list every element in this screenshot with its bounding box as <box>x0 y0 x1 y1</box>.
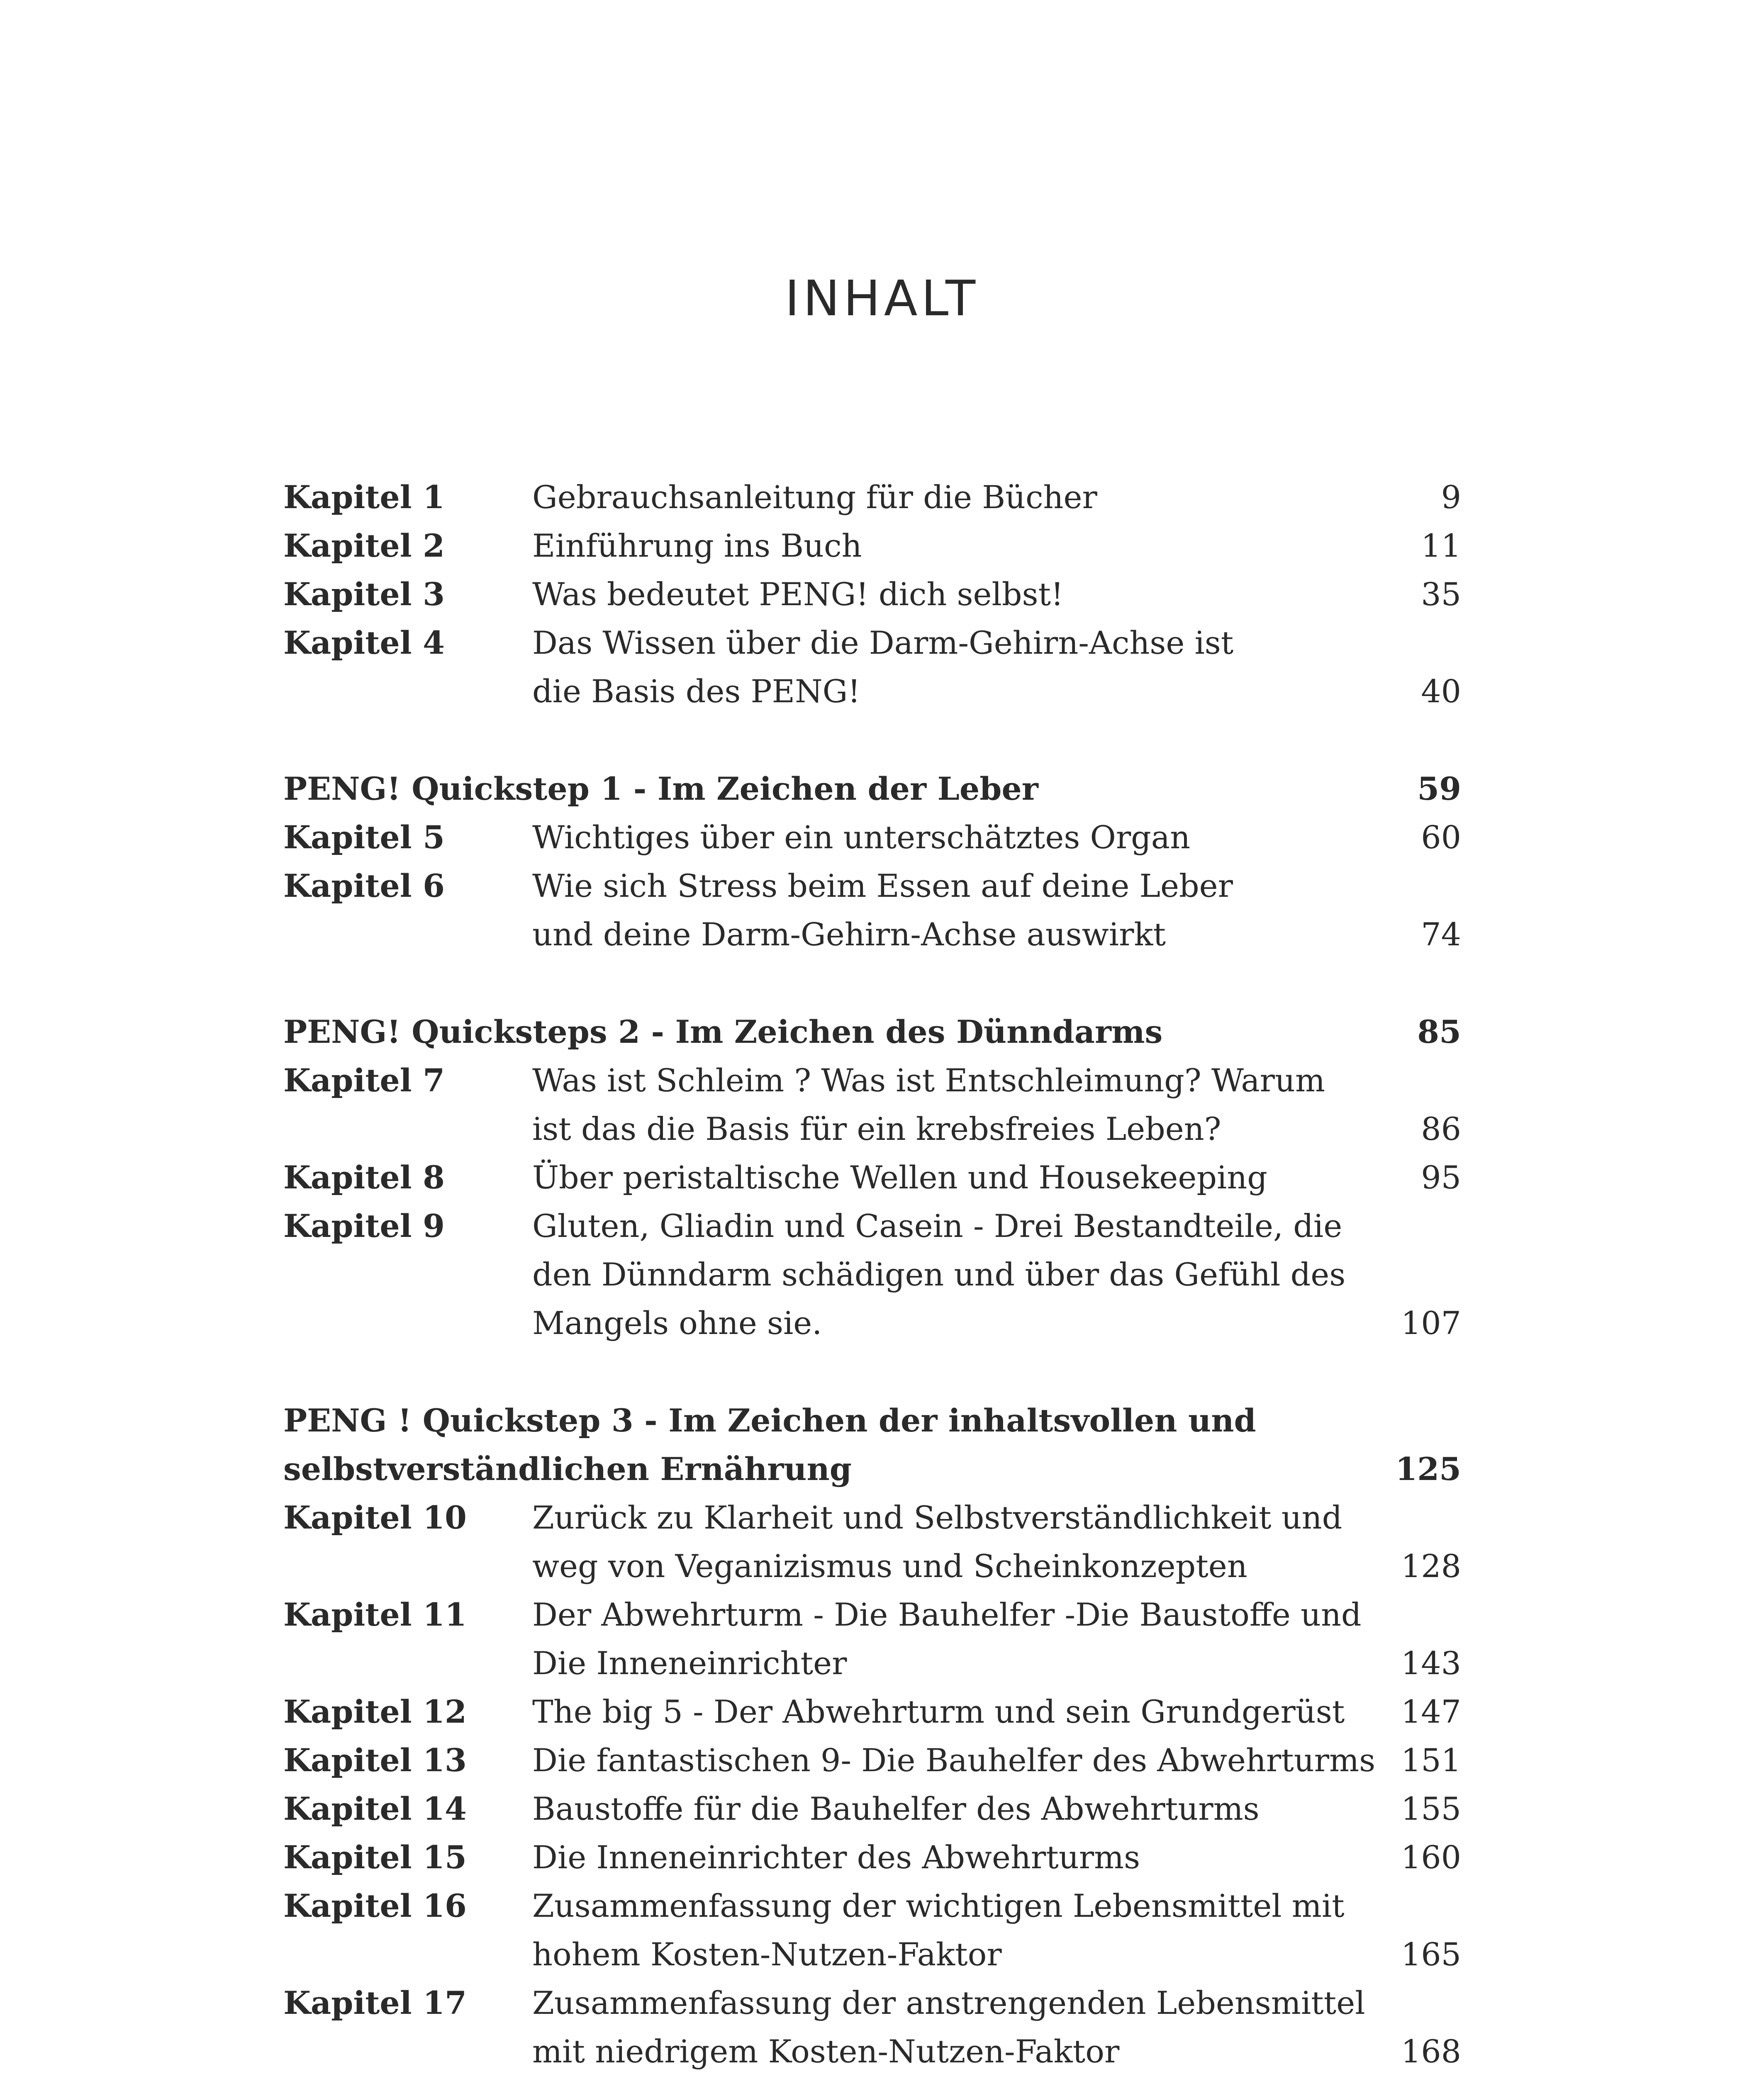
page-number: 147 <box>1401 1693 1461 1730</box>
chapter-label: Kapitel 16 <box>283 1887 467 1924</box>
chapter-label: Kapitel 5 <box>283 819 445 856</box>
toc-entry-kapitel-8[interactable] <box>283 1153 1461 1202</box>
page-number: 40 <box>1421 673 1461 710</box>
toc-entry-kapitel-15[interactable] <box>283 1833 1461 1882</box>
page-number: 11 <box>1421 527 1461 564</box>
table-of-contents <box>283 473 1461 2074</box>
page-number: 9 <box>1441 479 1461 516</box>
section-title: PENG ! Quickstep 3 - Im Zeichen der inhaltsvollen und selbstverständlichen Ernährung <box>283 1402 1256 1487</box>
chapter-label: Kapitel 8 <box>283 1159 445 1196</box>
page-number: 143 <box>1401 1645 1461 1682</box>
toc-entry-kapitel-11[interactable] <box>283 1590 1461 1687</box>
toc-entry-kapitel-14[interactable] <box>283 1784 1461 1833</box>
toc-entry-kapitel-12[interactable] <box>283 1687 1461 1736</box>
page-title: INHALT <box>785 270 979 327</box>
toc-entry-kapitel-6[interactable] <box>283 862 1461 959</box>
toc-entry-kapitel-2[interactable] <box>283 521 1461 570</box>
toc-section-quickstep-1[interactable] <box>283 764 1461 813</box>
chapter-label: Kapitel 6 <box>283 867 445 904</box>
chapter-title: Zusammenfassung der anstrengenden Lebensmittel mit niedrigem Kosten-Nutzen-Faktor <box>532 1984 1365 2070</box>
toc-entry-kapitel-3[interactable] <box>283 570 1461 618</box>
chapter-title: Der Abwehrturm - Die Bauhelfer -Die Baustoffe und Die Inneneinrichter <box>532 1596 1362 1682</box>
chapter-title: Was bedeutet PENG! dich selbst! <box>532 576 1064 613</box>
chapter-title: Gebrauchsanleitung für die Bücher <box>532 479 1097 516</box>
page-number: 151 <box>1401 1742 1461 1779</box>
page-number: 35 <box>1421 576 1461 613</box>
chapter-title: Die fantastischen 9- Die Bauhelfer des Abwehrturms <box>532 1742 1376 1779</box>
toc-entry-kapitel-1[interactable] <box>283 473 1461 521</box>
chapter-title: Was ist Schleim ? Was ist Entschleimung? Warum ist das die Basis für ein krebsfreies Leben? <box>532 1062 1325 1147</box>
toc-entry-kapitel-17[interactable] <box>283 1979 1461 2074</box>
chapter-label: Kapitel 1 <box>283 479 445 516</box>
chapter-label: Kapitel 17 <box>283 1984 467 2021</box>
chapter-title: Das Wissen über die Darm-Gehirn-Achse ist die Basis des PENG! <box>532 624 1234 710</box>
section-title: PENG! Quicksteps 2 - Im Zeichen des Dünndarms <box>283 1013 1163 1050</box>
page-number: 74 <box>1421 916 1461 953</box>
chapter-label: Kapitel 3 <box>283 576 445 613</box>
chapter-label: Kapitel 14 <box>283 1790 467 1827</box>
page-number: 128 <box>1401 1548 1461 1585</box>
chapter-title: Wie sich Stress beim Essen auf deine Leber und deine Darm-Gehirn-Achse auswirkt <box>532 867 1233 953</box>
toc-section-quickstep-3[interactable] <box>283 1396 1461 1493</box>
chapter-label: Kapitel 9 <box>283 1207 445 1244</box>
toc-entry-kapitel-13[interactable] <box>283 1736 1461 1784</box>
page-number: 165 <box>1401 1936 1461 1973</box>
page-number: 125 <box>1395 1451 1461 1487</box>
toc-entry-kapitel-5[interactable] <box>283 813 1461 862</box>
toc-entry-kapitel-4[interactable] <box>283 618 1461 716</box>
chapter-title: Wichtiges über ein unterschätztes Organ <box>532 819 1191 856</box>
page-number: 155 <box>1401 1790 1461 1827</box>
chapter-label: Kapitel 13 <box>283 1742 467 1779</box>
chapter-label: Kapitel 10 <box>283 1499 467 1536</box>
page-number: 95 <box>1421 1159 1461 1196</box>
chapter-label: Kapitel 4 <box>283 624 445 661</box>
chapter-label: Kapitel 12 <box>283 1693 467 1730</box>
chapter-title: Baustoffe für die Bauhelfer des Abwehrturms <box>532 1790 1260 1827</box>
chapter-label: Kapitel 15 <box>283 1839 467 1876</box>
chapter-title: Zurück zu Klarheit und Selbstverständlichkeit und weg von Veganizismus und Scheinkonzepten <box>532 1499 1342 1585</box>
page-number: 86 <box>1421 1110 1461 1147</box>
toc-entry-kapitel-16[interactable] <box>283 1882 1461 1979</box>
chapter-title: Die Inneneinrichter des Abwehrturms <box>532 1839 1140 1876</box>
page-number: 59 <box>1417 770 1461 807</box>
toc-entry-kapitel-9[interactable] <box>283 1202 1461 1347</box>
toc-section-quicksteps-2[interactable] <box>283 1008 1461 1056</box>
chapter-label: Kapitel 7 <box>283 1062 445 1099</box>
chapter-title: Gluten, Gliadin und Casein - Drei Bestandteile, die den Dünndarm schädigen und über das Gefühl des Mangels ohne sie. <box>532 1207 1346 1341</box>
page-number: 107 <box>1401 1305 1461 1341</box>
chapter-title: Zusammenfassung der wichtigen Lebensmittel mit hohem Kosten-Nutzen-Faktor <box>532 1887 1345 1973</box>
page-number: 160 <box>1401 1839 1461 1876</box>
page-number: 85 <box>1417 1013 1461 1050</box>
section-title: PENG! Quickstep 1 - Im Zeichen der Leber <box>283 770 1038 807</box>
chapter-title: Über peristaltische Wellen und Housekeeping <box>532 1159 1267 1196</box>
chapter-label: Kapitel 11 <box>283 1596 467 1633</box>
toc-entry-kapitel-7[interactable] <box>283 1056 1461 1153</box>
chapter-title: The big 5 - Der Abwehrturm und sein Grundgerüst <box>532 1693 1345 1730</box>
chapter-title: Einführung ins Buch <box>532 527 862 564</box>
toc-entry-kapitel-10[interactable] <box>283 1493 1461 1590</box>
page-number: 60 <box>1421 819 1461 856</box>
page-number: 168 <box>1401 2033 1461 2070</box>
chapter-label: Kapitel 2 <box>283 527 445 564</box>
